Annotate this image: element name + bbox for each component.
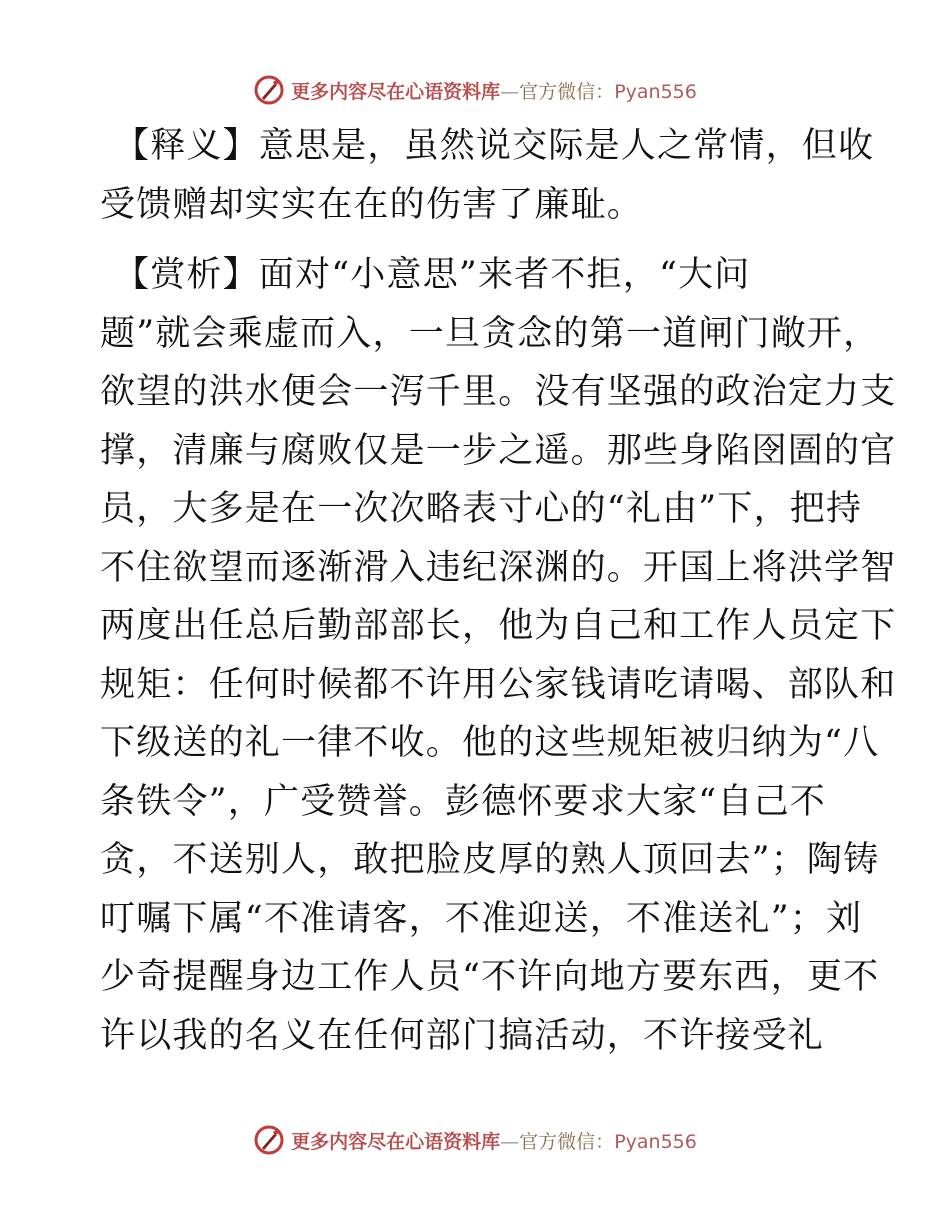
- banner-wechat-id: Pyan556: [614, 80, 697, 103]
- analysis-line: 不住欲望而逐渐滑入违纪深渊的。开国上将洪学智: [100, 547, 897, 588]
- quill-logo-icon: [253, 1124, 285, 1156]
- analysis-line: 叮嘱下属“不准请客，不准迎送，不准送礼”；刘: [100, 898, 863, 939]
- banner-sub-text: 官方微信: [519, 80, 596, 103]
- explanation-line: 受馈赠却实实在在的伤害了廉耻。: [100, 184, 644, 225]
- analysis-line: 欲望的洪水便会一泻千里。没有坚强的政治定力支: [100, 372, 897, 412]
- analysis-line: 贪，不送别人，敢把脸皮厚的熟人顶回去”；陶铸: [100, 840, 880, 880]
- analysis-paragraph: [100, 246, 897, 1065]
- banner-main-text: 更多内容尽在心语资料库: [291, 1130, 501, 1153]
- banner-separator: ：: [595, 80, 615, 103]
- header-banner: [0, 70, 950, 110]
- banner-main-text: 更多内容尽在心语资料库: [291, 80, 501, 103]
- analysis-line: 撑，清廉与腐败仅是一步之遥。那些身陷囹圄的官: [100, 430, 897, 471]
- quill-logo-icon: [253, 74, 285, 106]
- analysis-line: 少奇提醒身边工作人员“不许向地方要东西，更不: [100, 957, 880, 997]
- analysis-line: 规矩：任何时候都不许用公家钱请吃请喝、部队和: [100, 664, 897, 705]
- analysis-line: 条铁令”，广受赞誉。彭德怀要求大家“自己不: [100, 781, 826, 822]
- analysis-line: 两度出任总后勤部部长，他为自己和工作人员定下: [100, 606, 897, 646]
- explanation-line: 【释义】意思是，虽然说交际是人之常情，但收: [114, 126, 875, 166]
- banner-wechat-id: Pyan556: [614, 1130, 697, 1153]
- explanation-paragraph: [100, 117, 875, 234]
- footer-banner: [0, 1120, 950, 1160]
- analysis-line: 员，大多是在一次次略表寸心的“礼由”下，把持: [100, 489, 863, 529]
- analysis-line: 许以我的名义在任何部门搞活动，不许接受礼: [100, 1015, 825, 1056]
- banner-text: [291, 77, 697, 104]
- banner-dash: —: [500, 1130, 520, 1153]
- banner-separator: ：: [595, 1130, 615, 1153]
- banner-sub-text: 官方微信: [519, 1130, 596, 1153]
- analysis-line: 【赏析】面对“小意思”来者不拒，“大问: [114, 255, 751, 295]
- analysis-line: 题”就会乘虚而入，一旦贪念的第一道闸门敞开，: [100, 313, 880, 354]
- banner-dash: —: [500, 80, 520, 103]
- banner-text: [291, 1127, 697, 1154]
- analysis-line: 下级送的礼一律不收。他的这些规矩被归纳为“八: [100, 723, 880, 763]
